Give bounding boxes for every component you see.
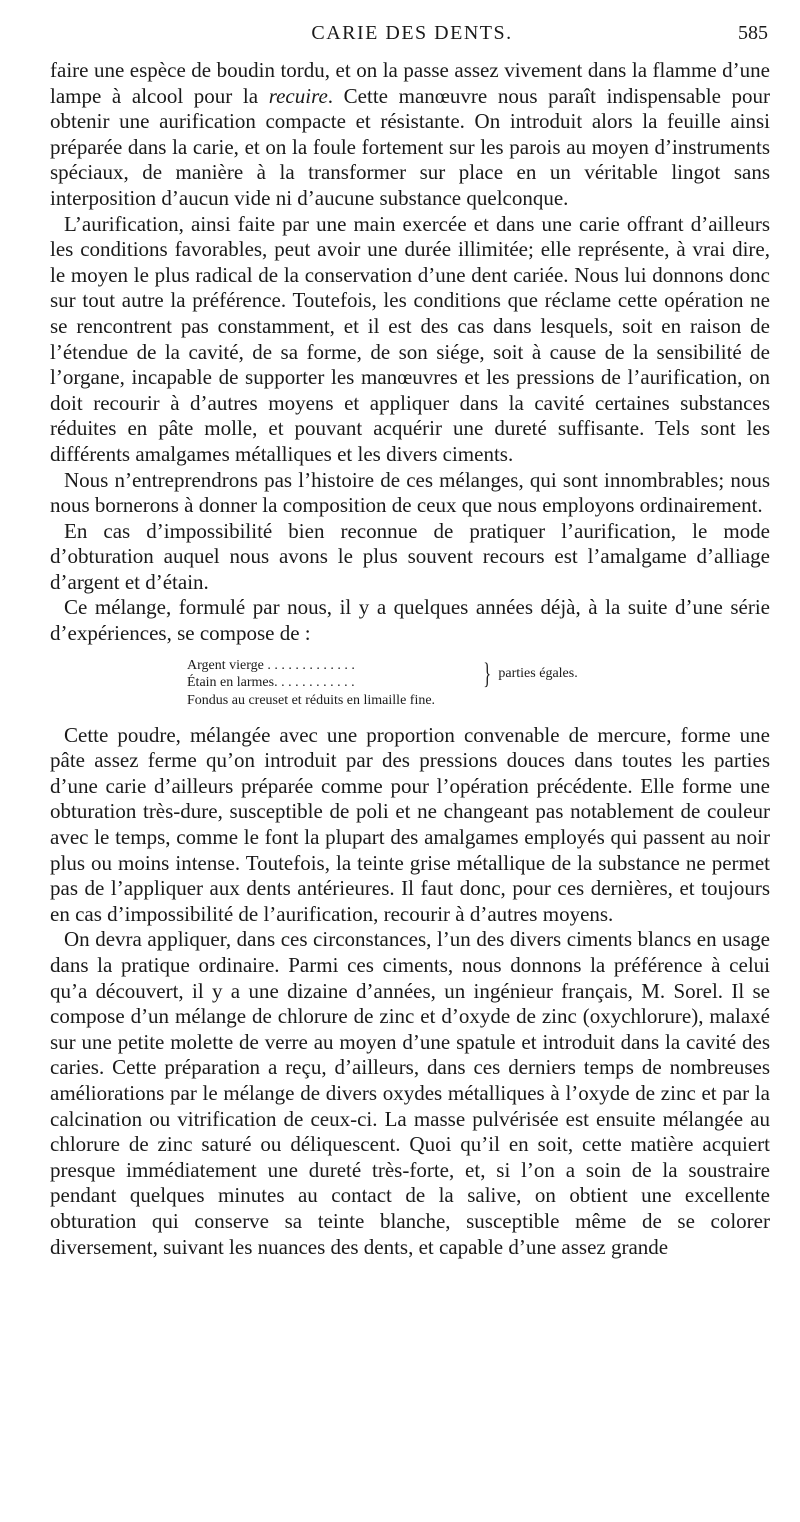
- running-head: CARIE DES DENTS.: [311, 22, 513, 44]
- formula-ingredients: [187, 657, 480, 691]
- paragraph-5: Ce mélange, formulé par nous, il y a quelques années déjà, à la suite d’une série d’expériences, se compose de :: [50, 595, 770, 646]
- formula-result: parties égales.: [498, 666, 578, 682]
- paragraph-2: L’aurification, ainsi faite par une main exercée et dans une carie offrant d’ailleurs les conditions favorables, peut avoir une durée illimitée; elle représente, à vrai dire, le moyen le plus radical de la conservation d’une dent cariée. Nous lui donnons donc sur tout autre la préférence. Toutefois, les conditions que réclame cette opération ne se rencontrent pas constamment, et il est des cas dans lesquels, soit en raison de l’étendue de la cavité, de sa forme, de son siége, soit à cause de la sensibilité de l’organe, incapable de supporter les manœuvres et les pressions de l’aurification, on doit recourir à d’autres moyens et appliquer dans la cavité certaines substances réduites en pâte molle, et pouvant acquérir une dureté suffisante. Tels sont les différents amalgames métalliques et les divers ciments.: [50, 211, 770, 466]
- paragraph-6: Cette poudre, mélangée avec une proportion convenable de mercure, forme une pâte assez ferme qu’on introduit par des pressions douces dans toutes les parties d’une carie d’ailleurs préparée comme pour l’opération précédente. Elle forme une obturation très-dure, susceptible de poli et ne changeant pas notablement de couleur avec le temps, comme le font la plupart des amalgames employés qui passent au noir plus ou moins intense. Toutefois, la teinte grise métallique de la substance ne permet pas de l’appliquer aux dents antérieures. Il faut donc, pour ces dernières, et toujours en cas d’impossibilité de l’aurification, recourir à d’autres moyens.: [50, 722, 770, 926]
- paragraph-1-end: . Cette manœuvre nous paraît indispensable pour obtenir une aurification compacte et résistante. On introduit alors la feuille ainsi préparée dans la carie, et on la foule fortement sur les parois au moyen d’instruments spéciaux, de manière à la transformer sur place en un véritable lingot sans interposition d’aucun vide ni d’aucune substance quelconque.: [50, 83, 771, 210]
- paragraph-4: En cas d’impossibilité bien reconnue de pratiquer l’aurification, le mode d’obturation auquel nous avons le plus souvent recours est l’amalgame d’alliage d’argent et d’étain.: [50, 518, 770, 594]
- paragraph-1: [50, 58, 770, 212]
- paragraph-1-start: faire une espèce de boudin tordu, et on la passe assez vivement dans la flamme d’une lampe à alcool pour la: [50, 58, 770, 108]
- page-header: [56, 22, 768, 58]
- body-text: [50, 58, 770, 1260]
- paragraph-3: Nous n’entreprendrons pas l’histoire de ces mélanges, qui sont innombrables; nous nous bornerons à donner la composition de ceux que nous employons ordinairement.: [50, 467, 770, 518]
- formula-row: [187, 657, 770, 691]
- brace-glyph: }: [483, 656, 492, 690]
- page-number: 585: [738, 22, 768, 44]
- formula-ingredient-silver: Argent vierge . . . . . . . . . . . . .: [187, 657, 355, 673]
- paragraph-7: On devra appliquer, dans ces circonstances, l’un des divers ciments blancs en usage dans la pratique ordinaire. Parmi ces ciments, nous donnons la préférence à celui qu’a découvert, il y a une dizaine d’années, un ingénieur français, M. Sorel. Il se compose d’un mélange de chlorure de zinc et d’oxyde de zinc (oxychlorure), malaxé sur une petite molette de verre au moyen d’une spatule et introduit dans la cavité des caries. Cette préparation a reçu, d’ailleurs, dans ces derniers temps de nombreuses améliorations par le mélange de divers oxydes métalliques à l’oxyde de zinc et par la calcination ou vitrification de ceux-ci. La masse pulvérisée est ensuite mélangée au chlorure de zinc saturé ou déliquescent. Quoi qu’il en soit, cette matière acquiert presque immédiatement une dureté très-forte, et, si l’on a soin de la soustraire pendant quelques minutes au contact de la salive, on obtient une excellente obturation qui conserve sa teinte blanche, susceptible même de se colorer diversement, suivant les nuances des dents, et capable d’une assez grande: [50, 927, 770, 1259]
- italic-term: recuire: [268, 83, 328, 108]
- formula-ingredient-tin: Étain en larmes. . . . . . . . . . . .: [187, 674, 355, 690]
- alloy-formula: [187, 657, 770, 709]
- formula-note: Fondus au creuset et réduits en limaille fine.: [187, 692, 436, 708]
